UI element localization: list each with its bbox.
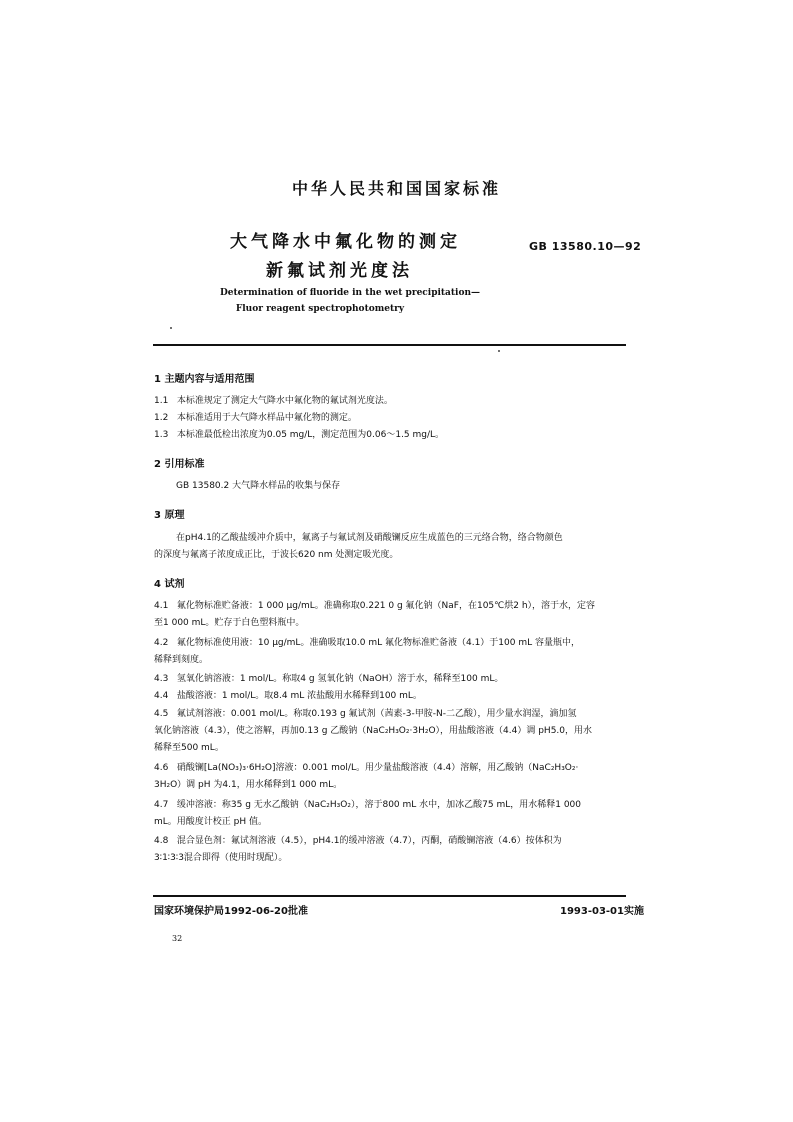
clause-4-3 (154, 671, 503, 687)
clause-text: 氟化物标准使用液：10 μg/mL。准确吸取10.0 mL 氟化物标准贮备液（4.1）于100 mL 容量瓶中， (176, 638, 580, 648)
clause-number: 4.8 (154, 836, 169, 846)
reference-standard: GB 13580.2 大气降水样品的收集与保存 (176, 481, 341, 491)
document-title-line1: 大气降水中氟化物的测定 (230, 232, 461, 252)
clause-number: 4.3 (154, 674, 169, 684)
clause-4-5-cont2: 稀释至500 mL。 (154, 743, 224, 753)
clause-text: 本标准适用于大气降水样品中氟化物的测定。 (176, 413, 357, 423)
english-title-line1: Determination of fluoride in the wet precipitation— (219, 288, 481, 298)
approval-note: 国家环境保护局1992-06-20批准 (154, 906, 308, 917)
clause-4-2-cont: 稀释到刻度。 (154, 655, 209, 665)
clause-4-2 (154, 635, 580, 651)
clause-number: 1.1 (154, 396, 169, 406)
clause-text: 氟化物标准贮备液：1 000 μg/mL。准确称取0.221 0 g 氟化钠（NaF，在105℃烘2 h），溶于水，定容 (176, 601, 596, 611)
clause-number: 4.1 (154, 601, 169, 611)
clause-text: 本标准最低检出浓度为0.05 mg/L，测定范围为0.06～1.5 mg/L。 (176, 430, 445, 440)
clause-text: 氢氧化钠溶液：1 mol/L。称取4 g 氢氧化钠（NaOH）溶于水，稀释至100 mL。 (176, 674, 504, 684)
implementation-date: 1993-03-01实施 (560, 906, 644, 917)
clause-number: 1.3 (154, 430, 169, 440)
clause-number: 4.4 (154, 691, 169, 701)
scan-speck (170, 327, 172, 329)
clause-4-4 (154, 688, 422, 704)
principle-line-2: 的深度与氟离子浓度成正比，于波长620 nm 处测定吸光度。 (154, 550, 399, 560)
section-1-heading: 1 主题内容与适用范围 (154, 374, 255, 385)
english-title-line2: Fluor reagent spectrophotometry (235, 304, 405, 314)
section-2-heading: 2 引用标准 (154, 459, 205, 470)
clause-number: 4.2 (154, 638, 169, 648)
clause-number: 4.7 (154, 800, 169, 810)
clause-text: 本标准规定了测定大气降水中氟化物的氟试剂光度法。 (176, 396, 393, 406)
scan-speck (498, 350, 500, 352)
clause-4-8 (154, 833, 562, 849)
clause-text: 硝酸镧[La(NO₃)₃·6H₂O]溶液：0.001 mol/L。用少量盐酸溶液（4.4）溶解，用乙酸钠（NaC₂H₃O₂· (176, 763, 579, 773)
clause-number: 4.6 (154, 763, 169, 773)
clause-4-5 (154, 706, 576, 722)
clause-4-1-cont: 至1 000 mL。贮存于白色塑料瓶中。 (154, 618, 305, 628)
clause-4-6 (154, 760, 578, 776)
top-divider (153, 344, 626, 346)
clause-number: 1.2 (154, 413, 169, 423)
document-title-line2: 新氟试剂光度法 (266, 261, 413, 281)
clause-4-6-cont: 3H₂O）调 pH 为4.1，用水稀释到1 000 mL。 (154, 780, 343, 790)
bottom-divider (153, 895, 626, 897)
section-3-heading: 3 原理 (154, 510, 185, 521)
clause-text: 氟试剂溶液：0.001 mol/L。称取0.193 g 氟试剂（茜素-3-甲胺-N-二乙酸），用少量水润湿，滴加氢 (176, 709, 577, 719)
clause-text: 盐酸溶液：1 mol/L。取8.4 mL 浓盐酸用水稀释到100 mL。 (176, 691, 422, 701)
clause-text: 混合显色剂：氟试剂溶液（4.5），pH4.1的缓冲溶液（4.7），丙酮，硝酸镧溶液（4.6）按体积为 (176, 836, 562, 846)
clause-1-2 (154, 410, 357, 426)
section-4-heading: 4 试剂 (154, 579, 185, 590)
page-number: 32 (172, 934, 183, 943)
standard-code: GB 13580.10—92 (529, 240, 642, 253)
principle-line-1: 在pH4.1的乙酸盐缓冲介质中，氟离子与氟试剂及硝酸镧反应生成蓝色的三元络合物，络合物颜色 (176, 533, 563, 543)
clause-4-8-cont: 3∶1∶3∶3混合即得（使用时现配）。 (154, 853, 288, 863)
clause-4-5-cont: 氧化钠溶液（4.3），使之溶解，再加0.13 g 乙酸钠（NaC₂H₃O₂·3H₂O），用盐酸溶液（4.4）调 pH5.0，用水 (154, 726, 593, 736)
clause-1-1 (154, 393, 393, 409)
clause-4-7-cont: mL。用酸度计校正 pH 值。 (154, 817, 267, 827)
clause-4-7 (154, 797, 581, 813)
clause-4-1 (154, 598, 595, 614)
clause-text: 缓冲溶液：称35 g 无水乙酸钠（NaC₂H₃O₂），溶于800 mL 水中，加冰乙酸75 mL，用水稀释1 000 (176, 800, 582, 810)
clause-number: 4.5 (154, 709, 169, 719)
clause-1-3 (154, 427, 444, 443)
standard-org-header: 中华人民共和国国家标准 (291, 179, 501, 198)
